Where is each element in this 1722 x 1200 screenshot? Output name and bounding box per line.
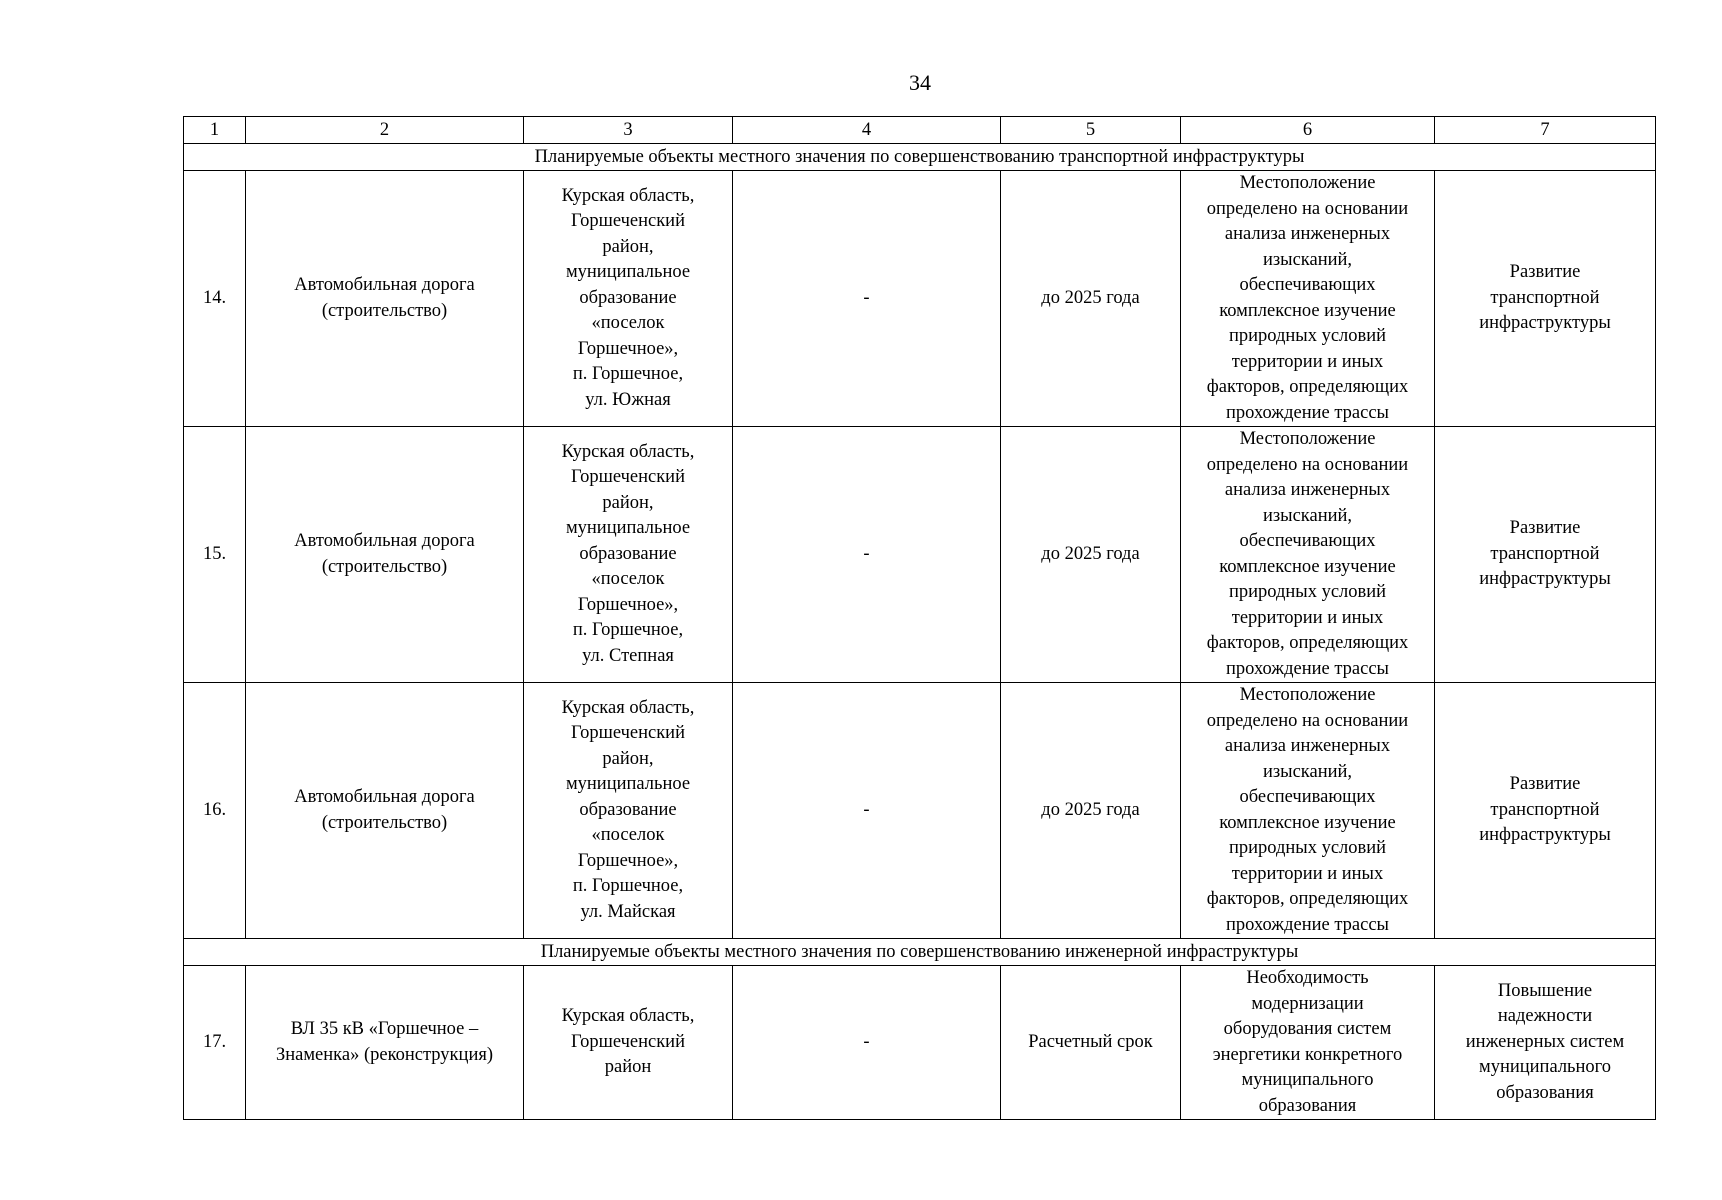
object-basis: Местоположение определено на основании анализа инженерных изысканий, обеспечивающих комплексное изучение природных условий территории и иных факторов, определяющих прохождение трассы (1181, 683, 1435, 939)
object-col4: - (733, 683, 1001, 939)
column-header: 2 (246, 117, 524, 144)
row-number: 16. (184, 683, 246, 939)
planned-objects-table (183, 116, 1656, 1120)
row-number: 17. (184, 966, 246, 1120)
object-purpose: Развитие транспортной инфраструктуры (1435, 683, 1656, 939)
section-title: Планируемые объекты местного значения по совершенствованию инженерной инфраструктуры (184, 939, 1656, 966)
table-row (184, 966, 1656, 1120)
object-purpose: Развитие транспортной инфраструктуры (1435, 171, 1656, 427)
column-number-row (184, 117, 1656, 144)
column-header: 3 (524, 117, 733, 144)
object-location: Курская область, Горшеченский район, муниципальное образование «поселок Горшечное», п. Горшечное, ул. Степная (524, 427, 733, 683)
object-purpose: Повышение надежности инженерных систем муниципального образования (1435, 966, 1656, 1120)
object-term: до 2025 года (1001, 171, 1181, 427)
object-basis: Местоположение определено на основании анализа инженерных изысканий, обеспечивающих комплексное изучение природных условий территории и иных факторов, определяющих прохождение трассы (1181, 427, 1435, 683)
column-header: 5 (1001, 117, 1181, 144)
section-title: Планируемые объекты местного значения по совершенствованию транспортной инфраструктуры (184, 144, 1656, 171)
object-term: до 2025 года (1001, 683, 1181, 939)
object-basis: Местоположение определено на основании анализа инженерных изысканий, обеспечивающих комплексное изучение природных условий территории и иных факторов, определяющих прохождение трассы (1181, 171, 1435, 427)
column-header: 4 (733, 117, 1001, 144)
object-col4: - (733, 427, 1001, 683)
section-header-row (184, 939, 1656, 966)
table-row (184, 171, 1656, 427)
object-name: Автомобильная дорога (строительство) (246, 427, 524, 683)
object-location: Курская область, Горшеченский район, муниципальное образование «поселок Горшечное», п. Горшечное, ул. Южная (524, 171, 733, 427)
row-number: 14. (184, 171, 246, 427)
object-name: Автомобильная дорога (строительство) (246, 171, 524, 427)
object-col4: - (733, 966, 1001, 1120)
object-term: до 2025 года (1001, 427, 1181, 683)
column-header: 7 (1435, 117, 1656, 144)
section-header-row (184, 144, 1656, 171)
page-number: 34 (909, 70, 931, 95)
object-name: Автомобильная дорога (строительство) (246, 683, 524, 939)
table-row (184, 427, 1656, 683)
column-header: 6 (1181, 117, 1435, 144)
column-header: 1 (184, 117, 246, 144)
object-basis: Необходимость модернизации оборудования систем энергетики конкретного муниципального образования (1181, 966, 1435, 1120)
object-name: ВЛ 35 кВ «Горшечное – Знаменка» (реконструкция) (246, 966, 524, 1120)
row-number: 15. (184, 427, 246, 683)
object-term: Расчетный срок (1001, 966, 1181, 1120)
object-col4: - (733, 171, 1001, 427)
object-purpose: Развитие транспортной инфраструктуры (1435, 427, 1656, 683)
object-location: Курская область, Горшеченский район (524, 966, 733, 1120)
object-location: Курская область, Горшеченский район, муниципальное образование «поселок Горшечное», п. Горшечное, ул. Майская (524, 683, 733, 939)
table-row (184, 683, 1656, 939)
